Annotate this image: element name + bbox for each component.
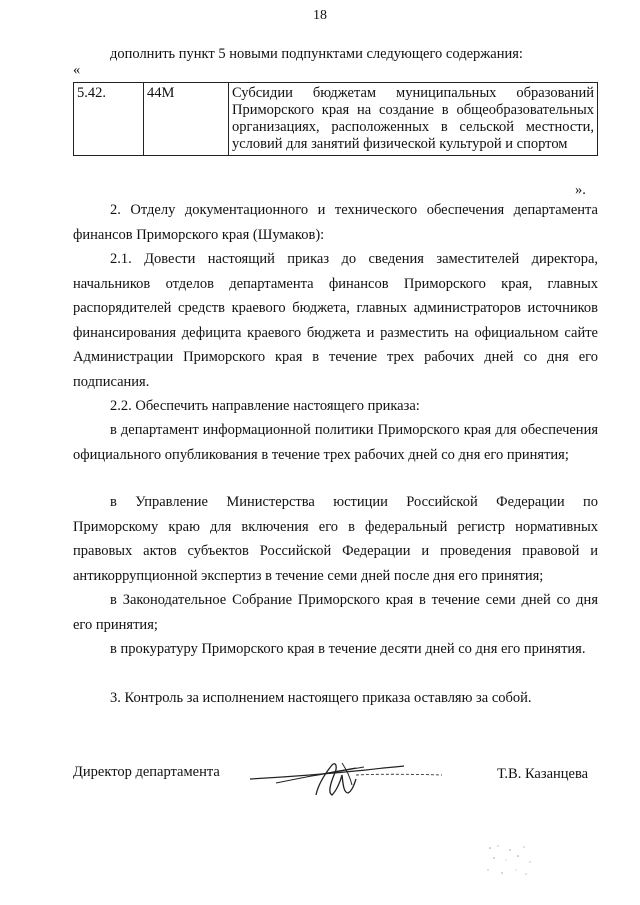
- paragraph-recipient-justice: в Управление Министерства юстиции Российской Федерации по Приморскому краю для включения его в федеральный регистр нормативных правовых актов субъектов Российской Федерации и проведения правовой и антикоррупционной экспертиз в течение семи дней после дня его принятия;: [73, 494, 598, 584]
- handwritten-signature: [246, 755, 446, 800]
- paragraph-recipient-info-policy: в департамент информационной политики Приморского края для обеспечения официального опубликования в течение трех рабочих дней со дня его принятия;: [73, 422, 598, 463]
- paragraph-recipient-prosecutor: в прокуратуру Приморского края в течение десяти дней со дня его принятия.: [110, 641, 586, 657]
- row-description: Субсидии бюджетам муниципальных образований Приморского края на создание в общеобразовательных организациях, расположенных в сельской местности, условий для занятий физической культурой и спортом: [229, 83, 598, 156]
- signatory-name: Т.В. Казанцева: [497, 766, 589, 782]
- page-number: 18: [313, 8, 327, 23]
- closing-quote: ».: [575, 182, 586, 198]
- intro-line: дополнить пункт 5 новыми подпунктами следующего содержания:: [110, 46, 523, 62]
- row-code: 44М: [144, 83, 229, 156]
- row-number: 5.42.: [74, 83, 144, 156]
- paragraph-recipient-assembly: в Законодательное Собрание Приморского края в течение семи дней со дня его принятия;: [73, 592, 598, 633]
- table-row: [74, 83, 598, 156]
- opening-quote: «: [73, 62, 81, 78]
- paragraph-2: 2. Отделу документационного и технического обеспечения департамента финансов Приморского края (Шумаков):: [73, 202, 598, 243]
- amendment-table: [73, 82, 598, 156]
- signatory-position: Директор департамента: [73, 764, 220, 780]
- paragraph-2-1: 2.1. Довести настоящий приказ до сведения заместителей директора, начальников отделов департамента финансов Приморского края, главных распорядителей средств краевого бюджета, главных администраторов источников финансирования дефицита краевого бюджета и разместить на официальном сайте Администрации Приморского края в течение трех рабочих дней со дня его подписания.: [73, 251, 598, 390]
- scan-artifact: [480, 840, 540, 880]
- paragraph-3: 3. Контроль за исполнением настоящего приказа оставляю за собой.: [110, 690, 532, 706]
- paragraph-2-2: 2.2. Обеспечить направление настоящего приказа:: [110, 398, 420, 414]
